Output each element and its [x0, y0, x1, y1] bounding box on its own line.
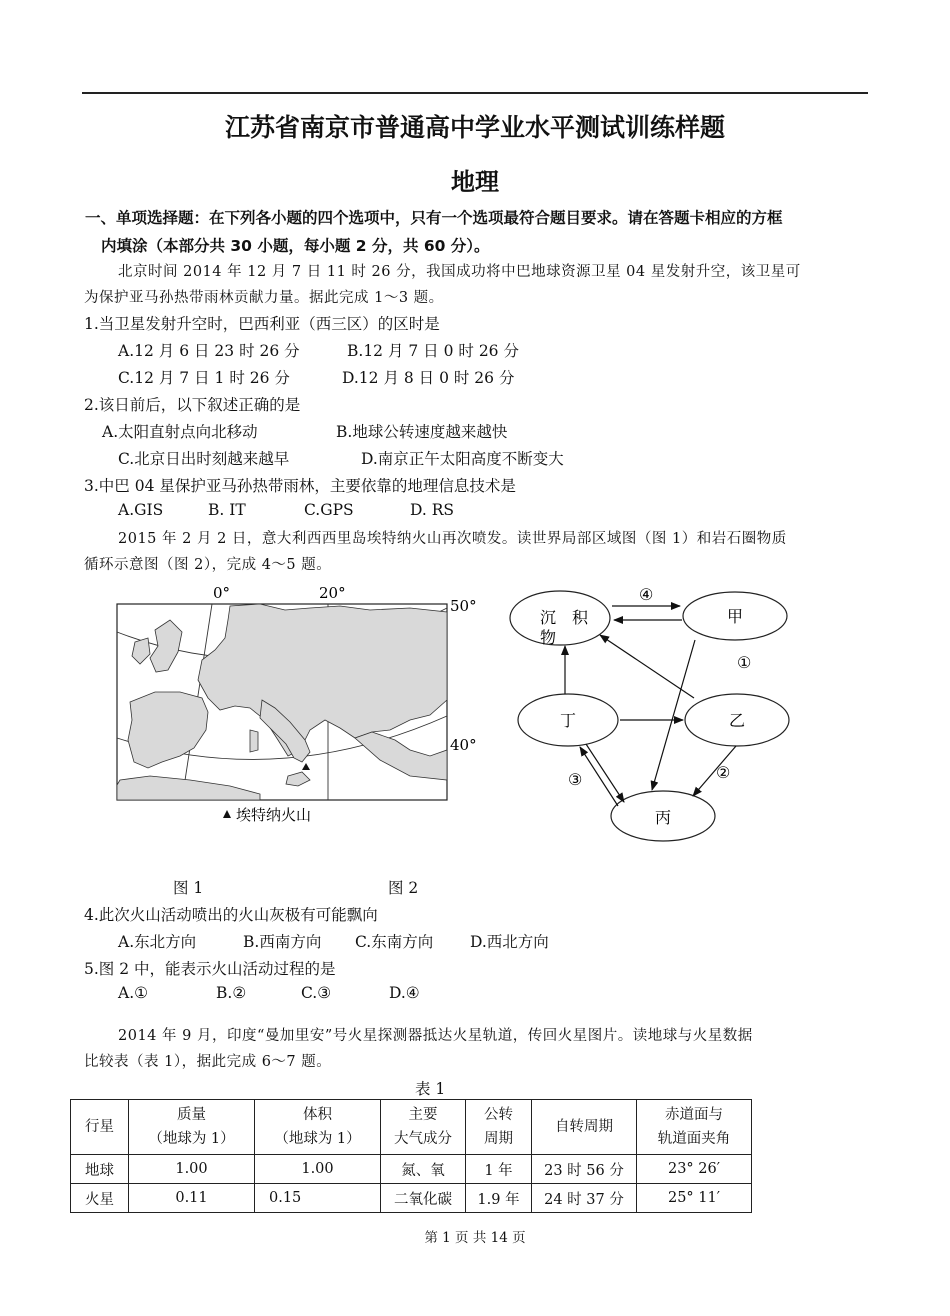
- question-1-stem: 1.当卫星发射升空时，巴西利亚（西三区）的区时是: [84, 315, 440, 333]
- label-3: ③: [568, 770, 583, 789]
- arrow-3-down: [586, 744, 624, 802]
- volcano-legend-icon: [223, 810, 231, 818]
- q4-option-d: D.西北方向: [470, 933, 549, 951]
- table-cell: 25° 11′: [637, 1184, 752, 1213]
- question-4-stem: 4.此次火山活动喷出的火山灰极有可能飘向: [84, 906, 378, 924]
- label-sediment-2: 物: [540, 628, 557, 647]
- q3-option-c: C.GPS: [304, 501, 354, 519]
- q1-option-b: B.12 月 7 日 0 时 26 分: [347, 342, 519, 360]
- table-cell: 二氧化碳: [381, 1184, 466, 1213]
- table-1-caption: 表 1: [415, 1080, 446, 1098]
- header-cell: 体积 （地球为 1）: [255, 1100, 381, 1155]
- passage-2-line1: 2015 年 2 月 2 日，意大利西西里岛埃特纳火山再次喷发。读世界局部区域图（图 1）和岩石圈物质: [118, 531, 787, 547]
- table-cell: 地球: [71, 1155, 129, 1184]
- table-cell: 0.11: [129, 1184, 255, 1213]
- q3-option-d: D. RS: [410, 501, 455, 519]
- label-1: ①: [737, 653, 752, 672]
- header-cell: 自转周期: [532, 1100, 637, 1155]
- table-cell: 1 年: [466, 1155, 532, 1184]
- table-cell: 23 时 56 分: [532, 1155, 637, 1184]
- header-cell: 赤道面与 轨道面夹角: [637, 1100, 752, 1155]
- q4-option-c: C.东南方向: [355, 933, 434, 951]
- table-cell: 1.00: [255, 1155, 381, 1184]
- q2-option-d: D.南京正午太阳高度不断变大: [361, 450, 564, 468]
- question-3-stem: 3.中巴 04 星保护亚马孙热带雨林，主要依靠的地理信息技术是: [84, 477, 516, 495]
- table-cell: 火星: [71, 1184, 129, 1213]
- table-cell: 氮、氧: [381, 1155, 466, 1184]
- q3-option-b: B. IT: [208, 501, 246, 519]
- top-rule: [82, 92, 868, 94]
- figure-1-caption: 图 1: [173, 879, 204, 897]
- arrow-yi-to-sediment: [600, 635, 694, 698]
- subject-title: 地理: [451, 168, 499, 196]
- question-5-stem: 5.图 2 中，能表示火山活动过程的是: [84, 960, 336, 978]
- passage-3-line2: 比较表（表 1），据此完成 6～7 题。: [84, 1054, 332, 1070]
- q3-option-a: A.GIS: [118, 501, 164, 519]
- label-4: ④: [639, 585, 654, 604]
- table-row: [71, 1155, 752, 1184]
- table-cell: 24 时 37 分: [532, 1184, 637, 1213]
- section-heading: 一、单项选择题：在下列各小题的四个选项中，只有一个选项最符合题目要求。请在答题卡相应的方框: [85, 209, 783, 227]
- table-cell: 0.15: [255, 1184, 381, 1213]
- passage-1-line2: 为保护亚马孙热带雨林贡献力量。据此完成 1～3 题。: [84, 290, 444, 306]
- label-ding: 丁: [560, 711, 577, 730]
- arrow-3-up: [580, 747, 618, 806]
- q1-option-a: A.12 月 6 日 23 时 26 分: [118, 342, 300, 360]
- table-cell: 23° 26′: [637, 1155, 752, 1184]
- q5-option-d: D.④: [389, 984, 420, 1002]
- table-row: [71, 1184, 752, 1213]
- passage-3-line1: 2014 年 9 月，印度“曼加里安”号火星探测器抵达火星轨道，传回火星图片。读地球与火星数据: [118, 1028, 753, 1044]
- table-cell: 1.00: [129, 1155, 255, 1184]
- label-sediment: 沉 积: [540, 608, 589, 627]
- label-yi: 乙: [729, 711, 746, 730]
- label-bing: 丙: [655, 808, 672, 827]
- q4-option-b: B.西南方向: [243, 933, 322, 951]
- lon-20-label: 20°: [319, 584, 346, 602]
- label-jia: 甲: [727, 607, 744, 626]
- header-cell: 行星: [71, 1100, 129, 1155]
- q2-option-a: A.太阳直射点向北移动: [102, 423, 258, 441]
- passage-2-line2: 循环示意图（图 2），完成 4～5 题。: [84, 557, 332, 573]
- q4-option-a: A.东北方向: [118, 933, 197, 951]
- figure-2-caption: 图 2: [388, 879, 419, 897]
- lat-50-label: 50°: [450, 597, 477, 615]
- figure-2-rock-cycle: [500, 580, 800, 845]
- table-header-row: [71, 1100, 752, 1155]
- page-footer: 第 1 页 共 14 页: [424, 1230, 526, 1246]
- lat-40-label: 40°: [450, 736, 477, 754]
- q1-option-d: D.12 月 8 日 0 时 26 分: [342, 369, 515, 387]
- q2-option-c: C.北京日出时刻越来越早: [118, 450, 290, 468]
- header-cell: 公转 周期: [466, 1100, 532, 1155]
- table-cell: 1.9 年: [466, 1184, 532, 1213]
- q5-option-b: B.②: [216, 984, 247, 1002]
- q2-option-b: B.地球公转速度越来越快: [336, 423, 508, 441]
- planet-comparison-table: [70, 1099, 752, 1213]
- q5-option-c: C.③: [301, 984, 332, 1002]
- figure-1-map: [110, 580, 490, 830]
- section-heading-cont: 内填涂（本部分共 30 小题，每小题 2 分，共 60 分）。: [101, 237, 490, 255]
- passage-1-line1: 北京时间 2014 年 12 月 7 日 11 时 26 分，我国成功将中巴地球资源卫星 04 星发射升空，该卫星可: [118, 264, 801, 280]
- q1-option-c: C.12 月 7 日 1 时 26 分: [118, 369, 290, 387]
- label-2: ②: [716, 763, 731, 782]
- legend-label: 埃特纳火山: [236, 806, 312, 824]
- header-cell: 主要 大气成分: [381, 1100, 466, 1155]
- question-2-stem: 2.该日前后，以下叙述正确的是: [84, 396, 301, 414]
- lon-0-label: 0°: [213, 584, 231, 602]
- document-title: 江苏省南京市普通高中学业水平测试训练样题: [224, 113, 725, 142]
- q5-option-a: A.①: [118, 984, 149, 1002]
- header-cell: 质量 （地球为 1）: [129, 1100, 255, 1155]
